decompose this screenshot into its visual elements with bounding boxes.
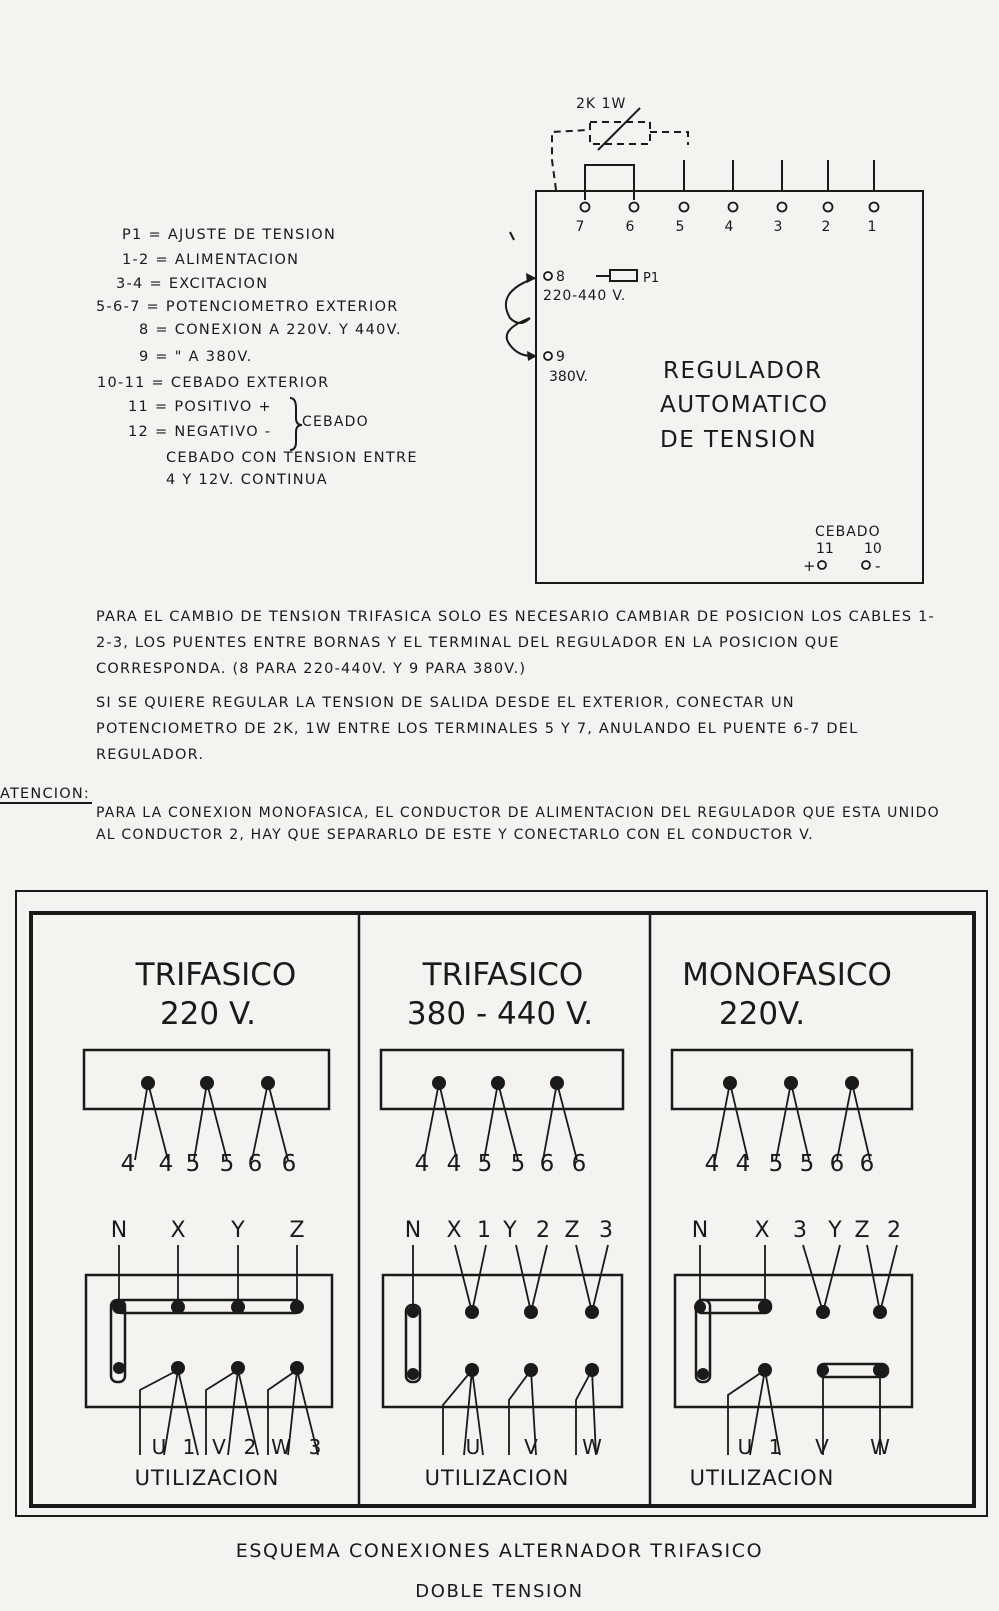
panel-voltage: 220 V. <box>159 996 257 1032</box>
caption-line-1: ESQUEMA CONEXIONES ALTERNADOR TRIFASICO <box>235 1540 764 1562</box>
terminal-11 <box>818 561 826 569</box>
wire-label: 1 <box>477 1218 491 1243</box>
panel-title: TRIFASICO <box>135 957 297 993</box>
terminal-number: 4 <box>704 1151 720 1177</box>
terminal-label: 5 <box>675 219 685 235</box>
wire-label: X <box>754 1218 770 1243</box>
terminal-number: 4 <box>120 1151 136 1177</box>
wire-label: Z <box>564 1218 580 1243</box>
arrowhead-8 <box>526 273 536 283</box>
output-label: V <box>212 1435 226 1459</box>
arrow-to-8 <box>506 278 535 323</box>
terminal-number: 6 <box>281 1151 297 1177</box>
wire-label: Z <box>289 1218 305 1243</box>
legend-line: 5-6-7 = POTENCIOMETRO EXTERIOR <box>96 299 399 315</box>
output-label: W <box>271 1435 291 1459</box>
panel-title: TRIFASICO <box>422 957 584 993</box>
terminal-8 <box>544 272 552 280</box>
regulator-title-line: AUTOMATICO <box>660 392 829 418</box>
wire-label: 3 <box>793 1218 807 1243</box>
terminal-number: 5 <box>219 1151 235 1177</box>
wire-label: Y <box>828 1218 842 1243</box>
terminal-10 <box>862 561 870 569</box>
terminal-number: 5 <box>477 1151 493 1177</box>
terminal-5 <box>680 203 689 212</box>
terminal-9-voltage: 380V. <box>549 369 588 385</box>
output-label: U <box>737 1435 753 1459</box>
terminal-label: 4 <box>724 219 734 235</box>
atencion-text: PARA LA CONEXION MONOFASICA, EL CONDUCTOR DE ALIMENTACION DEL REGULADOR QUE ESTA UNIDO AL CONDUCTOR 2, HAY QUE SEPARARLO DE ESTE Y CONECTARLO CON EL CONDUCTOR V. <box>96 805 940 843</box>
terminal-label: 6 <box>625 219 635 235</box>
instruction-paragraph: PARA EL CAMBIO DE TENSION TRIFASICA SOLO ES NECESARIO CAMBIAR DE POSICION LOS CABLES 1-2-3, LOS PUENTES ENTRE BORNAS Y EL TERMINAL DEL REGULADOR EN LA POSICION QUE CORRESPONDA. (8 PARA 220-440V. Y 9 PARA 380V.) <box>96 609 935 677</box>
terminal-number: 5 <box>510 1151 526 1177</box>
wire-label: 3 <box>599 1218 613 1243</box>
bridge-horizontal <box>116 1300 301 1313</box>
panel-voltage: 380 - 440 V. <box>406 996 594 1032</box>
terminal-7 <box>581 203 590 212</box>
legend-line: CEBADO CON TENSION ENTRE <box>166 450 418 466</box>
terminal-label: 3 <box>773 219 783 235</box>
wire-label: 2 <box>536 1218 550 1243</box>
panel-trifasico-220 <box>84 957 332 1490</box>
panel-footer: UTILIZACION <box>134 1466 280 1490</box>
terminal-number: 6 <box>829 1151 845 1177</box>
legend-line: 12 = NEGATIVO - <box>128 424 272 440</box>
terminal-9-label: 9 <box>556 349 565 365</box>
connection-panels <box>0 880 999 1530</box>
p1-trimmer <box>610 270 637 281</box>
legend-line: P1 = AJUSTE DE TENSION <box>122 227 337 243</box>
terminal-number: 5 <box>799 1151 815 1177</box>
terminal-9 <box>544 352 552 360</box>
cebado-positive: + <box>803 557 816 575</box>
wire-label: Y <box>231 1218 245 1243</box>
terminal-number: 4 <box>158 1151 174 1177</box>
wire-label: Y <box>503 1218 517 1243</box>
terminal-number: 6 <box>571 1151 587 1177</box>
terminal-number: 5 <box>185 1151 201 1177</box>
output-label: U <box>465 1435 481 1459</box>
terminal-number: 6 <box>247 1151 263 1177</box>
p1-label: P1 <box>643 271 660 286</box>
wire-label: N <box>110 1218 128 1243</box>
instruction-paragraph: SI SE QUIERE REGULAR LA TENSION DE SALIDA DESDE EL EXTERIOR, CONECTAR UN POTENCIOMETRO DE 2K, 1W ENTRE LOS TERMINALES 5 Y 7, ANULANDO EL PUENTE 6-7 DEL REGULADOR. <box>96 695 859 763</box>
panel-monofasico-220 <box>672 957 912 1490</box>
terminal-label: 1 <box>867 219 877 235</box>
legend-line: 10-11 = CEBADO EXTERIOR <box>97 375 330 391</box>
terminal-8-label: 8 <box>556 269 565 285</box>
output-label: V <box>815 1435 829 1459</box>
terminal-2 <box>824 203 833 212</box>
output-label: W <box>582 1435 602 1459</box>
resistor-label: 2K 1W <box>576 96 627 112</box>
regulator-title-line: DE TENSION <box>660 427 818 453</box>
cebado-title: CEBADO <box>815 524 881 540</box>
wire-label: X <box>446 1218 462 1243</box>
terminal-1 <box>870 203 879 212</box>
regulator-title-line: REGULADOR <box>663 358 823 384</box>
panel-voltage: 220V. <box>718 996 806 1032</box>
panel-footer: UTILIZACION <box>424 1466 570 1490</box>
terminal-number: 5 <box>768 1151 784 1177</box>
atencion-label: ATENCION: <box>0 786 91 802</box>
wire-label: Z <box>854 1218 870 1243</box>
terminal-4 <box>729 203 738 212</box>
panel-title: MONOFASICO <box>682 957 892 993</box>
output-label: 2 <box>243 1435 257 1459</box>
wire-label: X <box>170 1218 186 1243</box>
wire-label: N <box>691 1218 709 1243</box>
legend-line: 8 = CONEXION A 220V. Y 440V. <box>139 322 402 338</box>
wire-label: N <box>404 1218 422 1243</box>
output-label: 1 <box>182 1435 196 1459</box>
cebado-brace-label: CEBADO <box>302 414 369 430</box>
terminal-number: 4 <box>446 1151 462 1177</box>
output-label: 1 <box>768 1435 782 1459</box>
output-label: V <box>524 1435 538 1459</box>
terminal-6 <box>630 203 639 212</box>
terminal-number: 6 <box>859 1151 875 1177</box>
panel-trifasico-380-440 <box>381 957 623 1490</box>
terminal-8-voltage: 220-440 V. <box>543 288 627 304</box>
terminal-number: 6 <box>539 1151 555 1177</box>
terminal-label: 2 <box>821 219 831 235</box>
legend-line: 1-2 = ALIMENTACION <box>122 252 300 268</box>
terminal-number: 4 <box>414 1151 430 1177</box>
output-label: U <box>151 1435 167 1459</box>
bridge-6-7 <box>585 165 634 200</box>
terminal-label: 7 <box>575 219 585 235</box>
cebado-terminal-10: 10 <box>864 541 882 557</box>
cebado-negative: - <box>875 557 881 575</box>
cebado-terminal-11: 11 <box>816 541 834 557</box>
terminal-number: 4 <box>735 1151 751 1177</box>
output-label: 3 <box>308 1435 322 1459</box>
external-potentiometer <box>552 122 688 190</box>
output-label: W <box>870 1435 890 1459</box>
terminal-3 <box>778 203 787 212</box>
caption-line-2: DOBLE TENSION <box>415 1581 584 1602</box>
legend-line: 9 = " A 380V. <box>139 349 253 365</box>
panel-footer: UTILIZACION <box>689 1466 835 1490</box>
legend-line: 3-4 = EXCITACION <box>116 276 269 292</box>
cebado-brace <box>290 398 302 450</box>
wire-label: 2 <box>887 1218 901 1243</box>
legend-line: 4 Y 12V. CONTINUA <box>166 472 329 488</box>
arrow-to-9 <box>507 318 532 356</box>
legend-line: 11 = POSITIVO + <box>128 399 272 415</box>
